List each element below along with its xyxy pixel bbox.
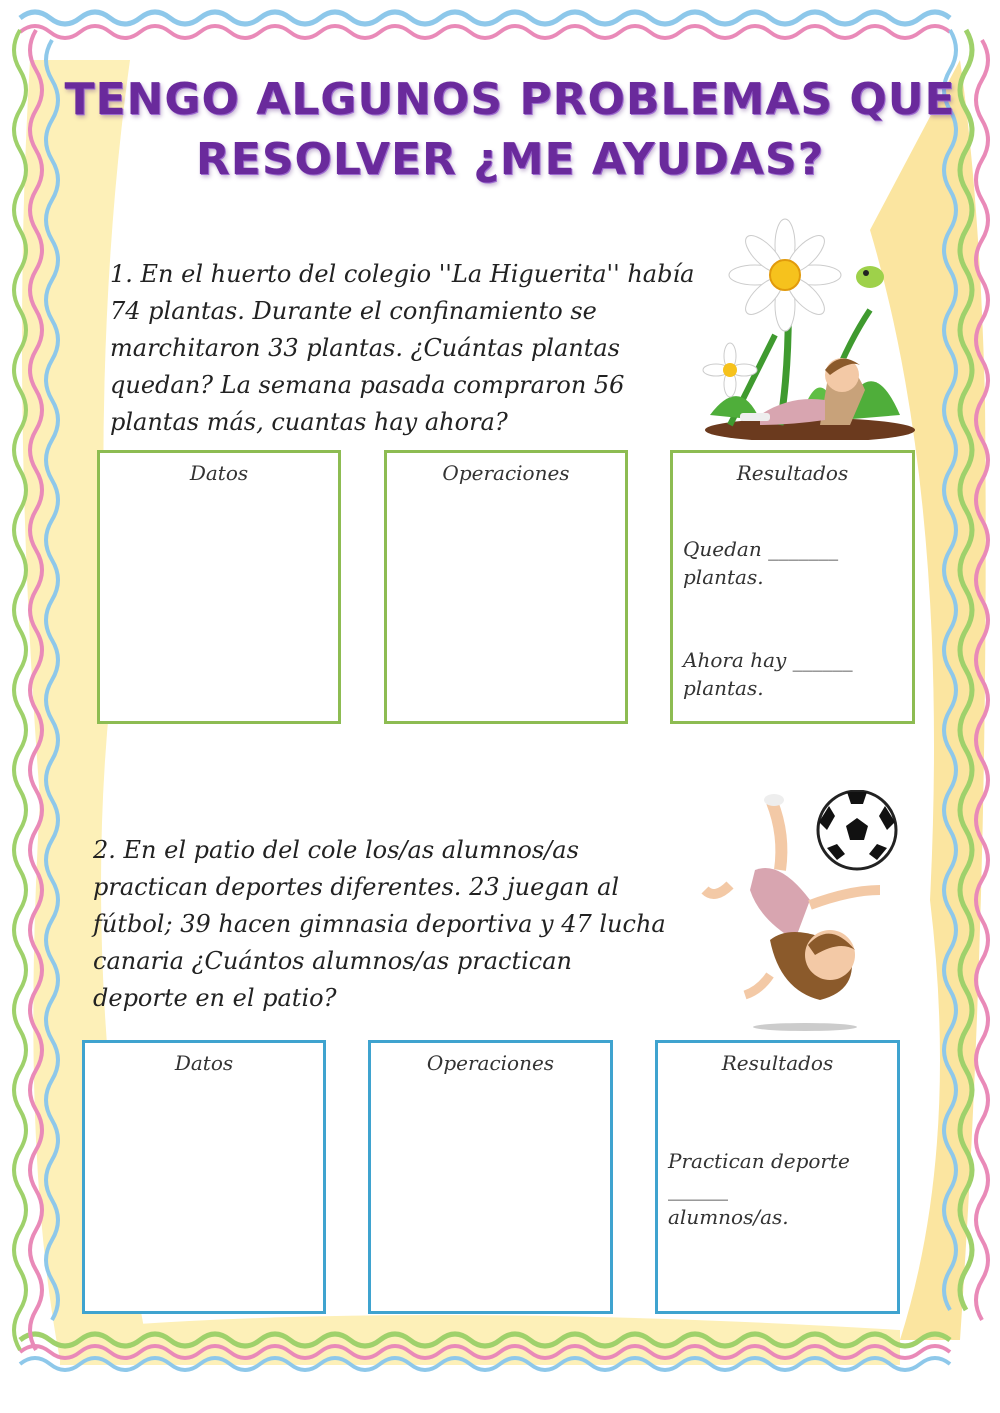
title-line-1: TENGO ALGUNOS PROBLEMAS QUE [64, 74, 956, 125]
soccer-ball-icon [818, 791, 896, 869]
resultados-box-2[interactable] [655, 1040, 900, 1314]
answer-line: ______ [668, 1177, 728, 1201]
problem-2-line: 2. En el patio del cole los/as alumnos/as [93, 836, 579, 864]
problem-2-text [93, 832, 666, 1017]
datos-box-1[interactable] [97, 450, 341, 724]
problem-1-line: 1. En el huerto del colegio ''La Higuerita'' había [110, 260, 695, 288]
problem-1-text [110, 256, 694, 441]
operaciones-box-1[interactable] [384, 450, 628, 724]
resultados-box-1[interactable] [670, 450, 915, 724]
problem-1-line: quedan? La semana pasada compraron 56 [110, 371, 625, 399]
problem-1-line: marchitaron 33 plantas. ¿Cuántas plantas [110, 334, 620, 362]
answer-practican [668, 1147, 889, 1231]
problem-2-line: fútbol; 39 hacen gimnasia deportiva y 47 lucha [93, 910, 666, 938]
resultados-label: Resultados [721, 1051, 834, 1075]
page-title [60, 70, 960, 190]
answer-quedan [683, 535, 904, 591]
kicking-girl-avatar-icon [700, 790, 910, 1035]
answer-line: plantas. [683, 565, 764, 589]
datos-label: Datos [189, 461, 249, 485]
answer-line: Ahora hay ______ [683, 648, 853, 672]
resultados-label: Resultados [736, 461, 849, 485]
problem-1-line: plantas más, cuantas hay ahora? [110, 408, 508, 436]
title-line-2: RESOLVER ¿ME AYUDAS? [195, 134, 825, 185]
operaciones-label: Operaciones [442, 461, 570, 485]
datos-box-2[interactable] [82, 1040, 326, 1314]
problem-2-line: practican deportes diferentes. 23 juegan al [93, 873, 620, 901]
operaciones-label: Operaciones [426, 1051, 555, 1075]
answer-line: alumnos/as. [668, 1205, 789, 1229]
datos-label: Datos [174, 1051, 234, 1075]
problem-2-line: canaria ¿Cuántos alumnos/as practican [93, 947, 572, 975]
daisy-flower-icon [700, 215, 915, 440]
answer-line: plantas. [683, 676, 764, 700]
problem-2-line: deporte en el patio? [93, 984, 337, 1012]
answer-ahora-hay [683, 646, 904, 702]
problem-1-line: 74 plantas. Durante el confinamiento se [110, 297, 597, 325]
answer-line: Practican deporte [668, 1149, 850, 1173]
operaciones-box-2[interactable] [368, 1040, 613, 1314]
answer-line: Quedan _______ [683, 537, 839, 561]
